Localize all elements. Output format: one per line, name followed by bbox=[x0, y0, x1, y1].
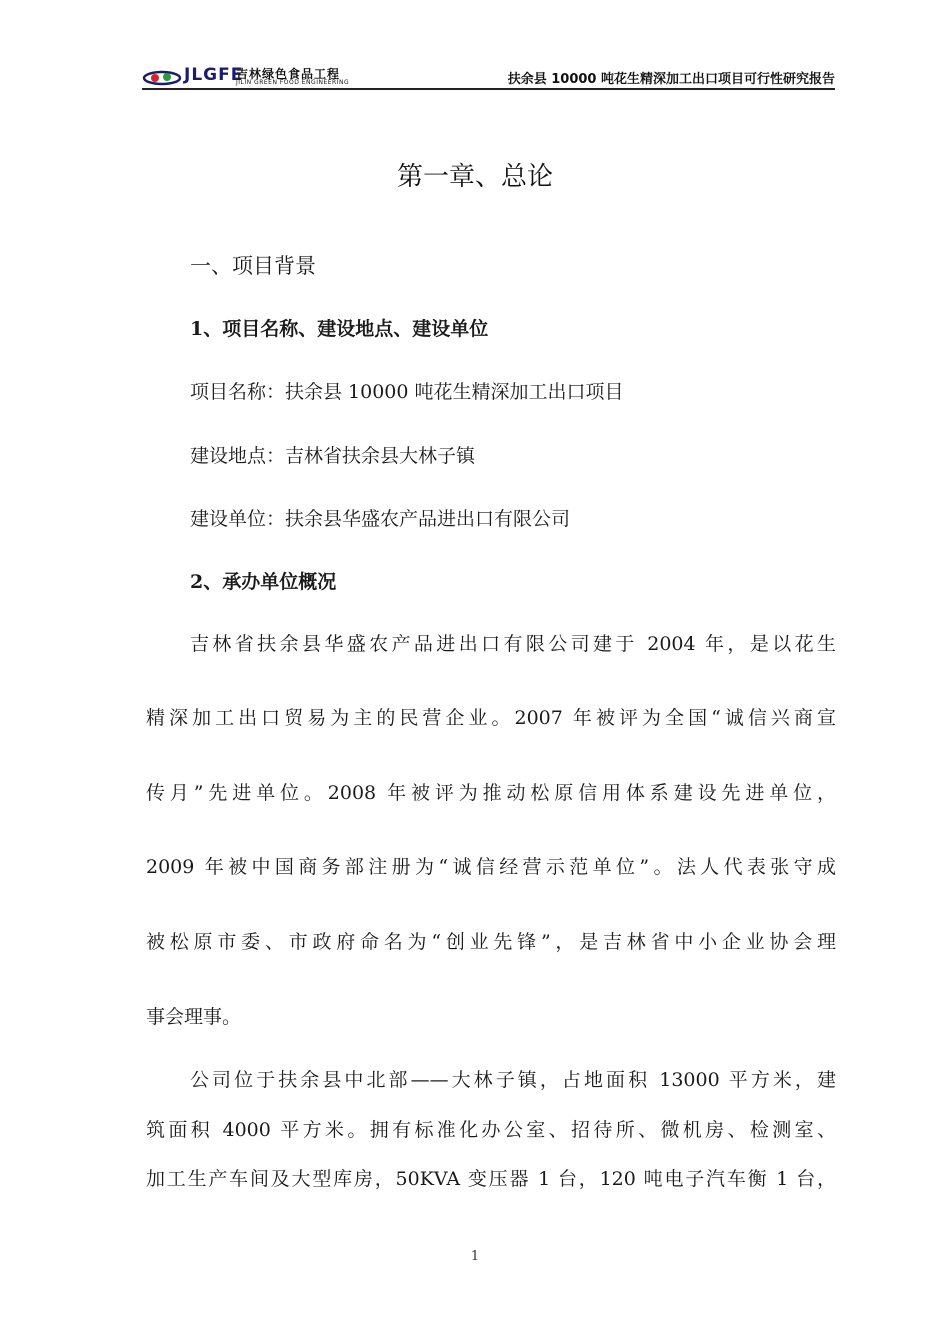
logo-english-name: JILIN GREEN FOOD ENGINEERING bbox=[236, 79, 350, 86]
paragraph-line: 筑面积 4000 平方米。拥有标准化办公室、招待所、微机房、检测室、 bbox=[146, 1119, 836, 1141]
project-unit-line: 建设单位：扶余县华盛农产品进出口有限公司 bbox=[190, 508, 571, 530]
subsection-title: 2、承办单位概况 bbox=[190, 571, 337, 593]
paragraph-line: 2009 年被中国商务部注册为“诚信经营示范单位”。法人代表张守成 bbox=[146, 856, 836, 878]
logo-swoosh-icon bbox=[142, 66, 182, 88]
page-number: 1 bbox=[470, 1249, 480, 1264]
header-report-title: 扶余县 10000 吨花生精深加工出口项目可行性研究报告 bbox=[507, 72, 835, 87]
paragraph-line: 公司位于扶余县中北部——大林子镇，占地面积 13000 平方米，建 bbox=[190, 1069, 836, 1091]
project-name-line: 项目名称：扶余县 10000 吨花生精深加工出口项目 bbox=[190, 381, 624, 403]
jlgfe-logo bbox=[142, 66, 377, 88]
page-header bbox=[142, 64, 835, 90]
project-location-line: 建设地点：吉林省扶余县大林子镇 bbox=[190, 445, 476, 467]
paragraph-line: 被松原市委、市政府命名为“创业先锋”，是吉林省中小企业协会理 bbox=[146, 931, 836, 953]
logo-letters: JLGFE bbox=[184, 65, 244, 85]
paragraph-line: 传月”先进单位。2008 年被评为推动松原信用体系建设先进单位， bbox=[146, 782, 836, 804]
section-title: 一、项目背景 bbox=[190, 254, 316, 278]
paragraph-line: 吉林省扶余县华盛农产品进出口有限公司建于 2004 年，是以花生 bbox=[190, 633, 836, 655]
chapter-title: 第一章、总论 bbox=[396, 162, 553, 192]
logo-chinese-name: 吉林绿色食品工程 bbox=[236, 67, 341, 81]
paragraph-line: 事会理事。 bbox=[146, 1006, 242, 1028]
subsection-title: 1、项目名称、建设地点、建设单位 bbox=[190, 318, 489, 340]
paragraph-line: 加工生产车间及大型库房，50KVA 变压器 1 台，120 吨电子汽车衡 1 台， bbox=[146, 1168, 836, 1190]
paragraph-line: 精深加工出口贸易为主的民营企业。2007 年被评为全国“诚信兴商宣 bbox=[146, 707, 836, 729]
